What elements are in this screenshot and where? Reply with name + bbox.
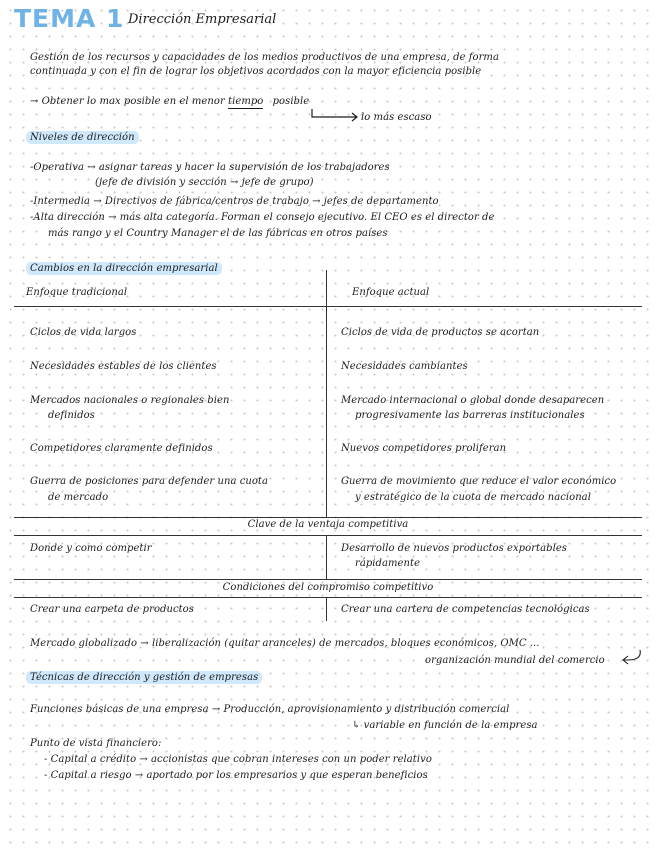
objective-word: tiempo [228, 96, 264, 107]
intro-line-2: continuada y con el fin de lograr los objetivos acordados con la mayor eficiencia posible [30, 66, 482, 77]
arrow-down-right-icon [310, 108, 362, 122]
clave-left: Donde y como competir [30, 543, 152, 554]
nivel-alta-2: más rango y el Country Manager el de las fábricas en otros países [48, 228, 388, 239]
condiciones-heading: Condiciones del compromiso competitivo [222, 582, 434, 593]
table-row-right-cont: y estratégico de la cuota de mercado nacional [355, 492, 591, 503]
condiciones-bottom-rule [14, 597, 642, 598]
objective-prefix: → Obtener lo max posible en el menor [30, 96, 225, 107]
table-row-left-cont: definidos [48, 410, 95, 421]
nivel-intermedia: -Intermedia → Directivos de fábrica/centros de trabajo → jefes de departamento [30, 196, 439, 207]
table-row-right: Guerra de movimiento que reduce el valor económico [341, 476, 617, 487]
clave-bottom-rule [14, 535, 642, 536]
cambios-heading: Cambios en la dirección empresarial [26, 262, 222, 275]
objective-line [30, 96, 309, 107]
table-row-right: Mercado internacional o global donde desaparecen [341, 395, 605, 406]
table-row-left: Mercados nacionales o regionales bien [30, 395, 230, 406]
clave-heading: Clave de la ventaja competitiva [247, 519, 409, 530]
condiciones-divider-vertical [326, 597, 327, 621]
objective-sub: lo más escaso [361, 112, 432, 123]
intro-line-1: Gestión de los recursos y capacidades de los medios productivos de una empresa, de forma [30, 52, 499, 63]
funciones-sub: ↳ variable en función de la empresa [352, 720, 538, 731]
capital-riesgo: - Capital a riesgo → aportado por los empresarios y que esperan beneficios [44, 770, 428, 781]
capital-credito: - Capital a crédito → accionistas que cobran intereses con un poder relativo [44, 754, 432, 765]
niveles-heading: Niveles de dirección [26, 131, 139, 144]
table-header-rule [14, 306, 642, 307]
nivel-operativa: -Operativa → asignar tareas y hacer la supervisión de los trabajadores [30, 162, 390, 173]
curved-arrow-icon [588, 648, 644, 668]
mercado-line-2: organización mundial del comercio [425, 655, 605, 666]
table-row-right: Nuevos competidores proliferan [341, 443, 507, 454]
condiciones-right: Crear una cartera de competencias tecnológicas [341, 604, 590, 615]
clave-right: Desarrollo de nuevos productos exportables [341, 543, 567, 554]
funciones-line: Funciones básicas de una empresa → Producción, aprovisionamiento y distribución comercial [30, 704, 510, 715]
table-row-left: Necesidades estables de los clientes [30, 361, 217, 372]
table-row-right: Necesidades cambiantes [341, 361, 468, 372]
objective-suffix: posible [272, 96, 310, 107]
tecnicas-heading: Técnicas de dirección y gestión de empresas [26, 671, 262, 684]
nivel-alta-1: -Alta dirección → más alta categoría. Forman el consejo ejecutivo. El CEO es el director de [30, 212, 495, 223]
table-row-left: Guerra de posiciones para defender una cuota [30, 476, 268, 487]
page-subtitle: Dirección Empresarial [128, 12, 277, 27]
condiciones-left: Crear una carpeta de productos [30, 604, 194, 615]
page-title: TEMA 1 [14, 4, 125, 33]
table-row-right-cont: progresivamente las barreras institucionales [355, 410, 585, 421]
mercado-line-1: Mercado globalizado → liberalización (quitar aranceles) de mercados, bloques económicos, OMC ... [30, 638, 540, 649]
punto-de-vista: Punto de vista financiero: [30, 738, 162, 749]
col-right-header: Enfoque actual [352, 287, 430, 298]
table-row-left: Ciclos de vida largos [30, 327, 137, 338]
condiciones-top-rule [14, 579, 642, 580]
table-row-left: Competidores claramente definidos [30, 443, 213, 454]
table-row-right: Ciclos de vida de productos se acortan [341, 327, 540, 338]
clave-divider-vertical [326, 535, 327, 579]
col-left-header: Enfoque tradicional [26, 287, 128, 298]
nivel-operativa-sub: (jefe de división y sección → jefe de grupo) [95, 177, 314, 188]
clave-right-cont: rápidamente [355, 558, 421, 569]
table-row-left-cont: de mercado [48, 492, 109, 503]
